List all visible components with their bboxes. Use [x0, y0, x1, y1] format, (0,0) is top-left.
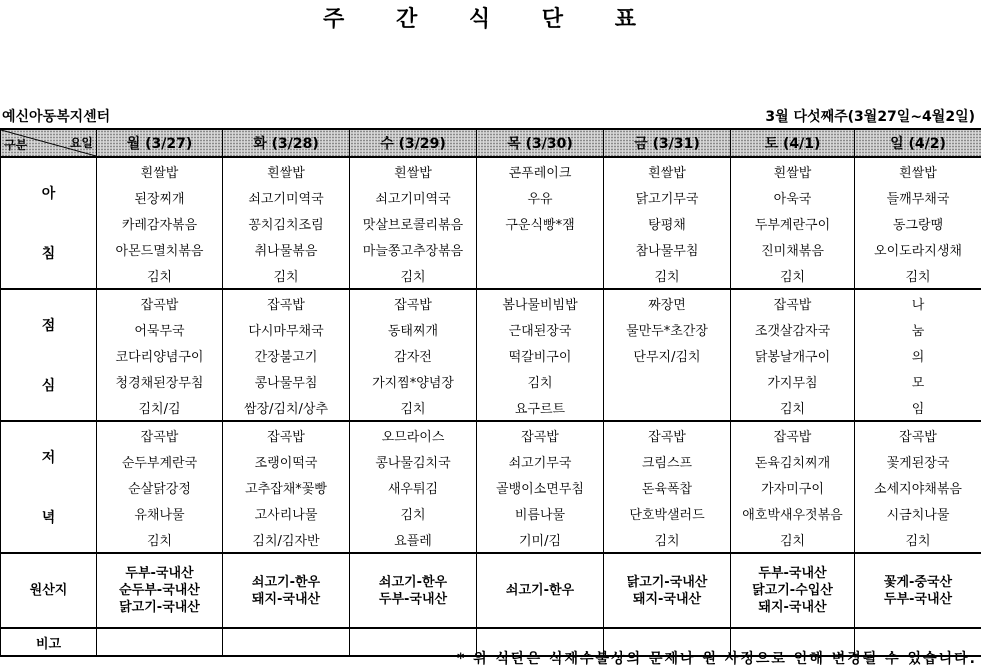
menu-cell: 기미/김: [477, 526, 604, 553]
menu-cell: 김치/김자반: [223, 526, 350, 553]
menu-cell: 잡곡밥: [97, 289, 223, 316]
menu-cell: 쇠고기무국: [477, 448, 604, 474]
menu-cell: 김치: [604, 262, 731, 289]
menu-row: [1, 526, 981, 553]
menu-cell: 아몬드멸치볶음: [97, 236, 223, 262]
menu-cell: 흰쌀밥: [604, 157, 731, 184]
origin-line: 두부-국내산: [378, 591, 448, 607]
menu-cell: 비름나물: [477, 500, 604, 526]
menu-cell: 콩나물무침: [223, 368, 350, 394]
menu-cell: 콘푸레이크: [477, 157, 604, 184]
origin-line: 쇠고기-한우: [251, 574, 321, 590]
menu-cell: 김치: [855, 526, 981, 553]
day-header: 월 (3/27): [97, 129, 223, 157]
menu-cell: 요플레: [350, 526, 477, 553]
menu-cell: 된장찌개: [97, 184, 223, 210]
origin-line: 꽃게-중국산: [883, 574, 953, 590]
menu-cell: 진미채볶음: [731, 236, 855, 262]
menu-cell: 동태찌개: [350, 316, 477, 342]
meal-label: [1, 289, 97, 421]
meal-label-char: 아: [41, 186, 56, 202]
menu-cell: 맛살브로콜리볶음: [350, 210, 477, 236]
menu-cell: 흰쌀밥: [97, 157, 223, 184]
origin-cell: [604, 553, 731, 628]
menu-cell: 짜장면: [604, 289, 731, 316]
origin-cell: [350, 553, 477, 628]
menu-cell: 간장불고기: [223, 342, 350, 368]
menu-row: [1, 448, 981, 474]
menu-cell: 들깨무채국: [855, 184, 981, 210]
menu-cell: 근대된장국: [477, 316, 604, 342]
menu-cell: 감자전: [350, 342, 477, 368]
day-header: 목 (3/30): [477, 129, 604, 157]
menu-cell: 순살닭강정: [97, 474, 223, 500]
origin-line: 두부-국내산: [125, 566, 194, 581]
menu-cell: 잡곡밥: [477, 421, 604, 448]
menu-cell: 흰쌀밥: [350, 157, 477, 184]
menu-cell: 유채나물: [97, 500, 223, 526]
menu-cell: [477, 262, 604, 289]
menu-cell: 크림스프: [604, 448, 731, 474]
menu-cell: 나: [855, 289, 981, 316]
menu-cell: 동그랑땡: [855, 210, 981, 236]
menu-cell: 가지무침: [731, 368, 855, 394]
menu-cell: 김치: [97, 526, 223, 553]
menu-cell: 김치: [350, 262, 477, 289]
origin-line: 닭고기-국내산: [119, 600, 200, 615]
menu-row: [1, 342, 981, 368]
menu-cell: 흰쌀밥: [223, 157, 350, 184]
menu-cell: 오이도라지생채: [855, 236, 981, 262]
menu-cell: 조갯살감자국: [731, 316, 855, 342]
menu-row: [1, 289, 981, 316]
menu-row: [1, 500, 981, 526]
menu-cell: 단호박샐러드: [604, 500, 731, 526]
menu-cell: 가지찜*양념장: [350, 368, 477, 394]
menu-cell: 골뱅이소면무침: [477, 474, 604, 500]
menu-cell: 김치: [477, 368, 604, 394]
origin-line: 두부-국내산: [758, 566, 827, 581]
menu-cell: 김치: [97, 262, 223, 289]
menu-cell: 잡곡밥: [731, 289, 855, 316]
menu-row: [1, 421, 981, 448]
weekly-menu-table: [0, 128, 981, 657]
origin-cell: [477, 553, 604, 628]
menu-cell: 순두부계란국: [97, 448, 223, 474]
menu-row: [1, 157, 981, 184]
menu-cell: [477, 236, 604, 262]
menu-cell: 소세지야채볶음: [855, 474, 981, 500]
menu-cell: 잡곡밥: [604, 421, 731, 448]
menu-cell: 봄나물비빔밥: [477, 289, 604, 316]
origin-line: 순두부-국내산: [119, 583, 200, 598]
menu-cell: 닭고기무국: [604, 184, 731, 210]
origin-line: 쇠고기-한우: [505, 583, 575, 598]
menu-cell: 잡곡밥: [97, 421, 223, 448]
menu-cell: 꽁치김치조림: [223, 210, 350, 236]
menu-cell: 김치: [223, 262, 350, 289]
page-title: 주 간 식 단 표: [323, 7, 658, 32]
menu-cell: 흰쌀밥: [855, 157, 981, 184]
day-header: 금 (3/31): [604, 129, 731, 157]
menu-cell: 오므라이스: [350, 421, 477, 448]
menu-cell: 김치: [731, 394, 855, 421]
menu-cell: 탕평채: [604, 210, 731, 236]
footnote: * 위 식단은 식재수불상의 문제나 원 사정으로 인해 변경될 수 있습니다.: [456, 651, 977, 667]
menu-row: [1, 474, 981, 500]
menu-cell: 김치: [604, 526, 731, 553]
menu-cell: 김치: [855, 262, 981, 289]
menu-cell: [604, 368, 731, 394]
note-label: 비고: [1, 628, 97, 656]
menu-cell: 잡곡밥: [223, 289, 350, 316]
menu-cell: 꽃게된장국: [855, 448, 981, 474]
day-header: 수 (3/29): [350, 129, 477, 157]
origin-label: 원산지: [1, 553, 97, 628]
origin-cell: [731, 553, 855, 628]
origin-cell: [855, 553, 981, 628]
menu-cell: 콩나물김치국: [350, 448, 477, 474]
menu-cell: 다시마무채국: [223, 316, 350, 342]
menu-row: [1, 236, 981, 262]
day-header: 화 (3/28): [223, 129, 350, 157]
menu-cell: 떡갈비구이: [477, 342, 604, 368]
menu-row: [1, 262, 981, 289]
meal-label-char: 점: [41, 318, 56, 334]
note-cell: [223, 628, 350, 656]
origin-line: 돼지-국내산: [251, 591, 321, 607]
corner-label-day: 요일: [69, 136, 93, 150]
menu-row: [1, 184, 981, 210]
menu-cell: 요구르트: [477, 394, 604, 421]
menu-cell: 마늘쫑고추장볶음: [350, 236, 477, 262]
menu-cell: 고추잡채*꽃빵: [223, 474, 350, 500]
menu-cell: 임: [855, 394, 981, 421]
menu-cell: 고사리나물: [223, 500, 350, 526]
menu-cell: 시금치나물: [855, 500, 981, 526]
meal-label: [1, 421, 97, 553]
header-corner: [1, 129, 97, 157]
menu-cell: 아욱국: [731, 184, 855, 210]
menu-body: [1, 157, 981, 553]
origin-line: 돼지-국내산: [632, 591, 702, 607]
menu-row: [1, 210, 981, 236]
week-period: 3월 다섯째주(3월27일~4월2일): [765, 109, 975, 125]
menu-cell: 잡곡밥: [855, 421, 981, 448]
menu-cell: 김치/김: [97, 394, 223, 421]
menu-cell: 돈육김치찌개: [731, 448, 855, 474]
menu-cell: 우유: [477, 184, 604, 210]
menu-cell: 청경채된장무침: [97, 368, 223, 394]
menu-cell: 두부계란구이: [731, 210, 855, 236]
meal-label-char: 저: [41, 450, 56, 466]
menu-cell: 눔: [855, 316, 981, 342]
menu-cell: 모: [855, 368, 981, 394]
origin-line: 쇠고기-한우: [378, 574, 448, 590]
menu-cell: 잡곡밥: [223, 421, 350, 448]
origin-row: [1, 553, 981, 628]
menu-cell: 돈육폭찹: [604, 474, 731, 500]
menu-cell: 가자미구이: [731, 474, 855, 500]
meal-label-char: 침: [41, 246, 56, 262]
origin-cell: [223, 553, 350, 628]
day-header: 일 (4/2): [855, 129, 981, 157]
note-cell: [97, 628, 223, 656]
meal-label-char: 녁: [41, 510, 56, 526]
menu-cell: 조랭이떡국: [223, 448, 350, 474]
menu-cell: 카레감자볶음: [97, 210, 223, 236]
menu-cell: 애호박새우젓볶음: [731, 500, 855, 526]
organization-name: 예신아동복지센터: [2, 109, 111, 125]
origin-line: 닭고기-수입산: [752, 583, 833, 598]
menu-cell: 새우튀김: [350, 474, 477, 500]
origin-cell: [97, 553, 223, 628]
menu-cell: 김치: [731, 262, 855, 289]
menu-cell: 김치: [350, 394, 477, 421]
menu-cell: 단무지/김치: [604, 342, 731, 368]
menu-cell: 의: [855, 342, 981, 368]
menu-cell: 잡곡밥: [731, 421, 855, 448]
origin-line: 두부-국내산: [883, 591, 953, 607]
menu-cell: 쇠고기미역국: [350, 184, 477, 210]
menu-cell: 코다리양념구이: [97, 342, 223, 368]
header-row: [1, 129, 981, 157]
menu-cell: 김치: [350, 500, 477, 526]
day-header: 토 (4/1): [731, 129, 855, 157]
meal-label-char: 심: [41, 378, 56, 394]
menu-row: [1, 394, 981, 421]
menu-cell: 물만두*초간장: [604, 316, 731, 342]
origin-line: 돼지-국내산: [758, 600, 827, 615]
menu-row: [1, 368, 981, 394]
menu-cell: 구운식빵*잼: [477, 210, 604, 236]
menu-cell: 김치: [731, 526, 855, 553]
menu-cell: 참나물무침: [604, 236, 731, 262]
menu-cell: 흰쌀밥: [731, 157, 855, 184]
meal-label: [1, 157, 97, 289]
menu-cell: 닭봉날개구이: [731, 342, 855, 368]
menu-cell: 쌈장/김치/상추: [223, 394, 350, 421]
menu-row: [1, 316, 981, 342]
corner-label-category: 구분: [4, 138, 28, 152]
menu-cell: 잡곡밥: [350, 289, 477, 316]
menu-cell: 취나물볶음: [223, 236, 350, 262]
menu-cell: [604, 394, 731, 421]
menu-cell: 쇠고기미역국: [223, 184, 350, 210]
menu-cell: 어묵무국: [97, 316, 223, 342]
origin-line: 닭고기-국내산: [626, 574, 708, 590]
